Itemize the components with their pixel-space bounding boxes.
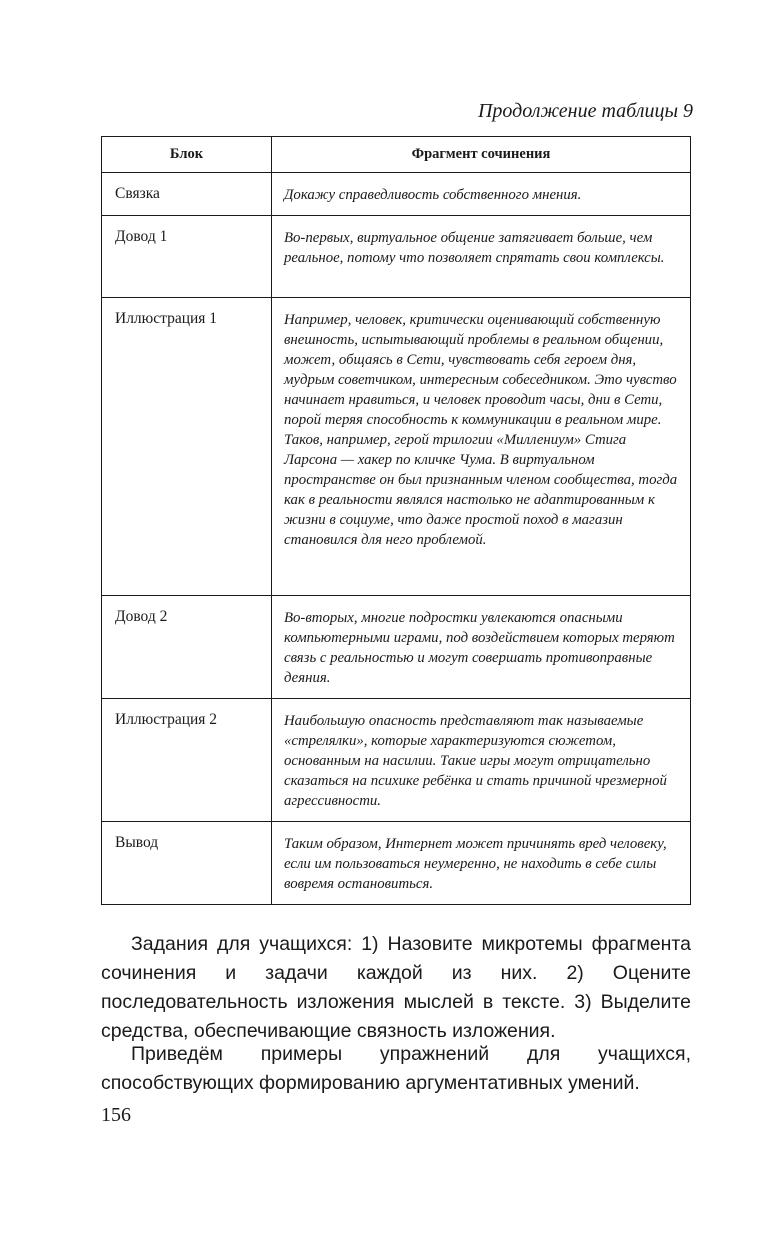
row-block: Иллюстрация 1	[102, 298, 272, 596]
row-fragment: Наибольшую опасность представляют так называемые «стрелялки», которые характеризуются сюжетом, основанным на насилии. Такие игры могут отрицательно сказаться на психике ребёнка и стать причиной чрезмерной агрессивности.	[272, 699, 691, 822]
table-row	[102, 216, 691, 298]
row-block: Связка	[102, 173, 272, 216]
header-block: Блок	[102, 137, 272, 173]
examples-paragraph: Приведём примеры упражнений для учащихся, способствующих формированию аргументативных умений.	[101, 1043, 691, 1094]
table-row	[102, 596, 691, 699]
table-row	[102, 298, 691, 596]
row-fragment: Во-первых, виртуальное общение затягивает больше, чем реальное, потому что позволяет спрятать свои комплексы.	[272, 216, 691, 298]
row-fragment: Например, человек, критически оценивающий собственную внешность, испытывающий проблемы в реальном общении, может, общаясь в Сети, чувствовать себя героем дня, мудрым советчиком, интересным собеседником. Это чувство начинает нравиться, и человек проводит часы, дни в Сети, порой теряя способность к коммуникации в реальном мире. Таков, например, герой трилогии «Миллениум» Стига Ларсона — хакер по кличке Чума. В виртуальном пространстве он был признанным членом сообщества, тогда как в реальности являлся настолько не адаптированным к жизни в социуме, что даже простой поход в магазин становился для него проблемой.	[272, 298, 691, 596]
row-fragment: Докажу справедливость собственного мнения.	[272, 173, 691, 216]
page-number: 156	[101, 1104, 131, 1126]
table-row	[102, 822, 691, 905]
essay-table	[101, 136, 691, 905]
row-fragment: Во-вторых, многие подростки увлекаются опасными компьютерными играми, под воздействием которых теряют связь с реальностью и могут совершать противоправные деяния.	[272, 596, 691, 699]
table-header-row	[102, 137, 691, 173]
table-row	[102, 173, 691, 216]
header-fragment: Фрагмент сочинения	[272, 137, 691, 173]
row-block: Довод 1	[102, 216, 272, 298]
row-fragment: Таким образом, Интернет может причинять вред человеку, если им пользоваться неумеренно, не находить в себе силы вовремя остановиться.	[272, 822, 691, 905]
row-block: Иллюстрация 2	[102, 699, 272, 822]
table-row	[102, 699, 691, 822]
row-block: Довод 2	[102, 596, 272, 699]
table-caption: Продолжение таблицы 9	[477, 100, 693, 122]
row-block: Вывод	[102, 822, 272, 905]
tasks-paragraph: Задания для учащихся: 1) Назовите микротемы фрагмента сочинения и задачи каждой из них. 2) Оцените последовательность изложения мыслей в тексте. 3) Выделите средства, обеспечивающие связность изложения.	[101, 933, 691, 1042]
